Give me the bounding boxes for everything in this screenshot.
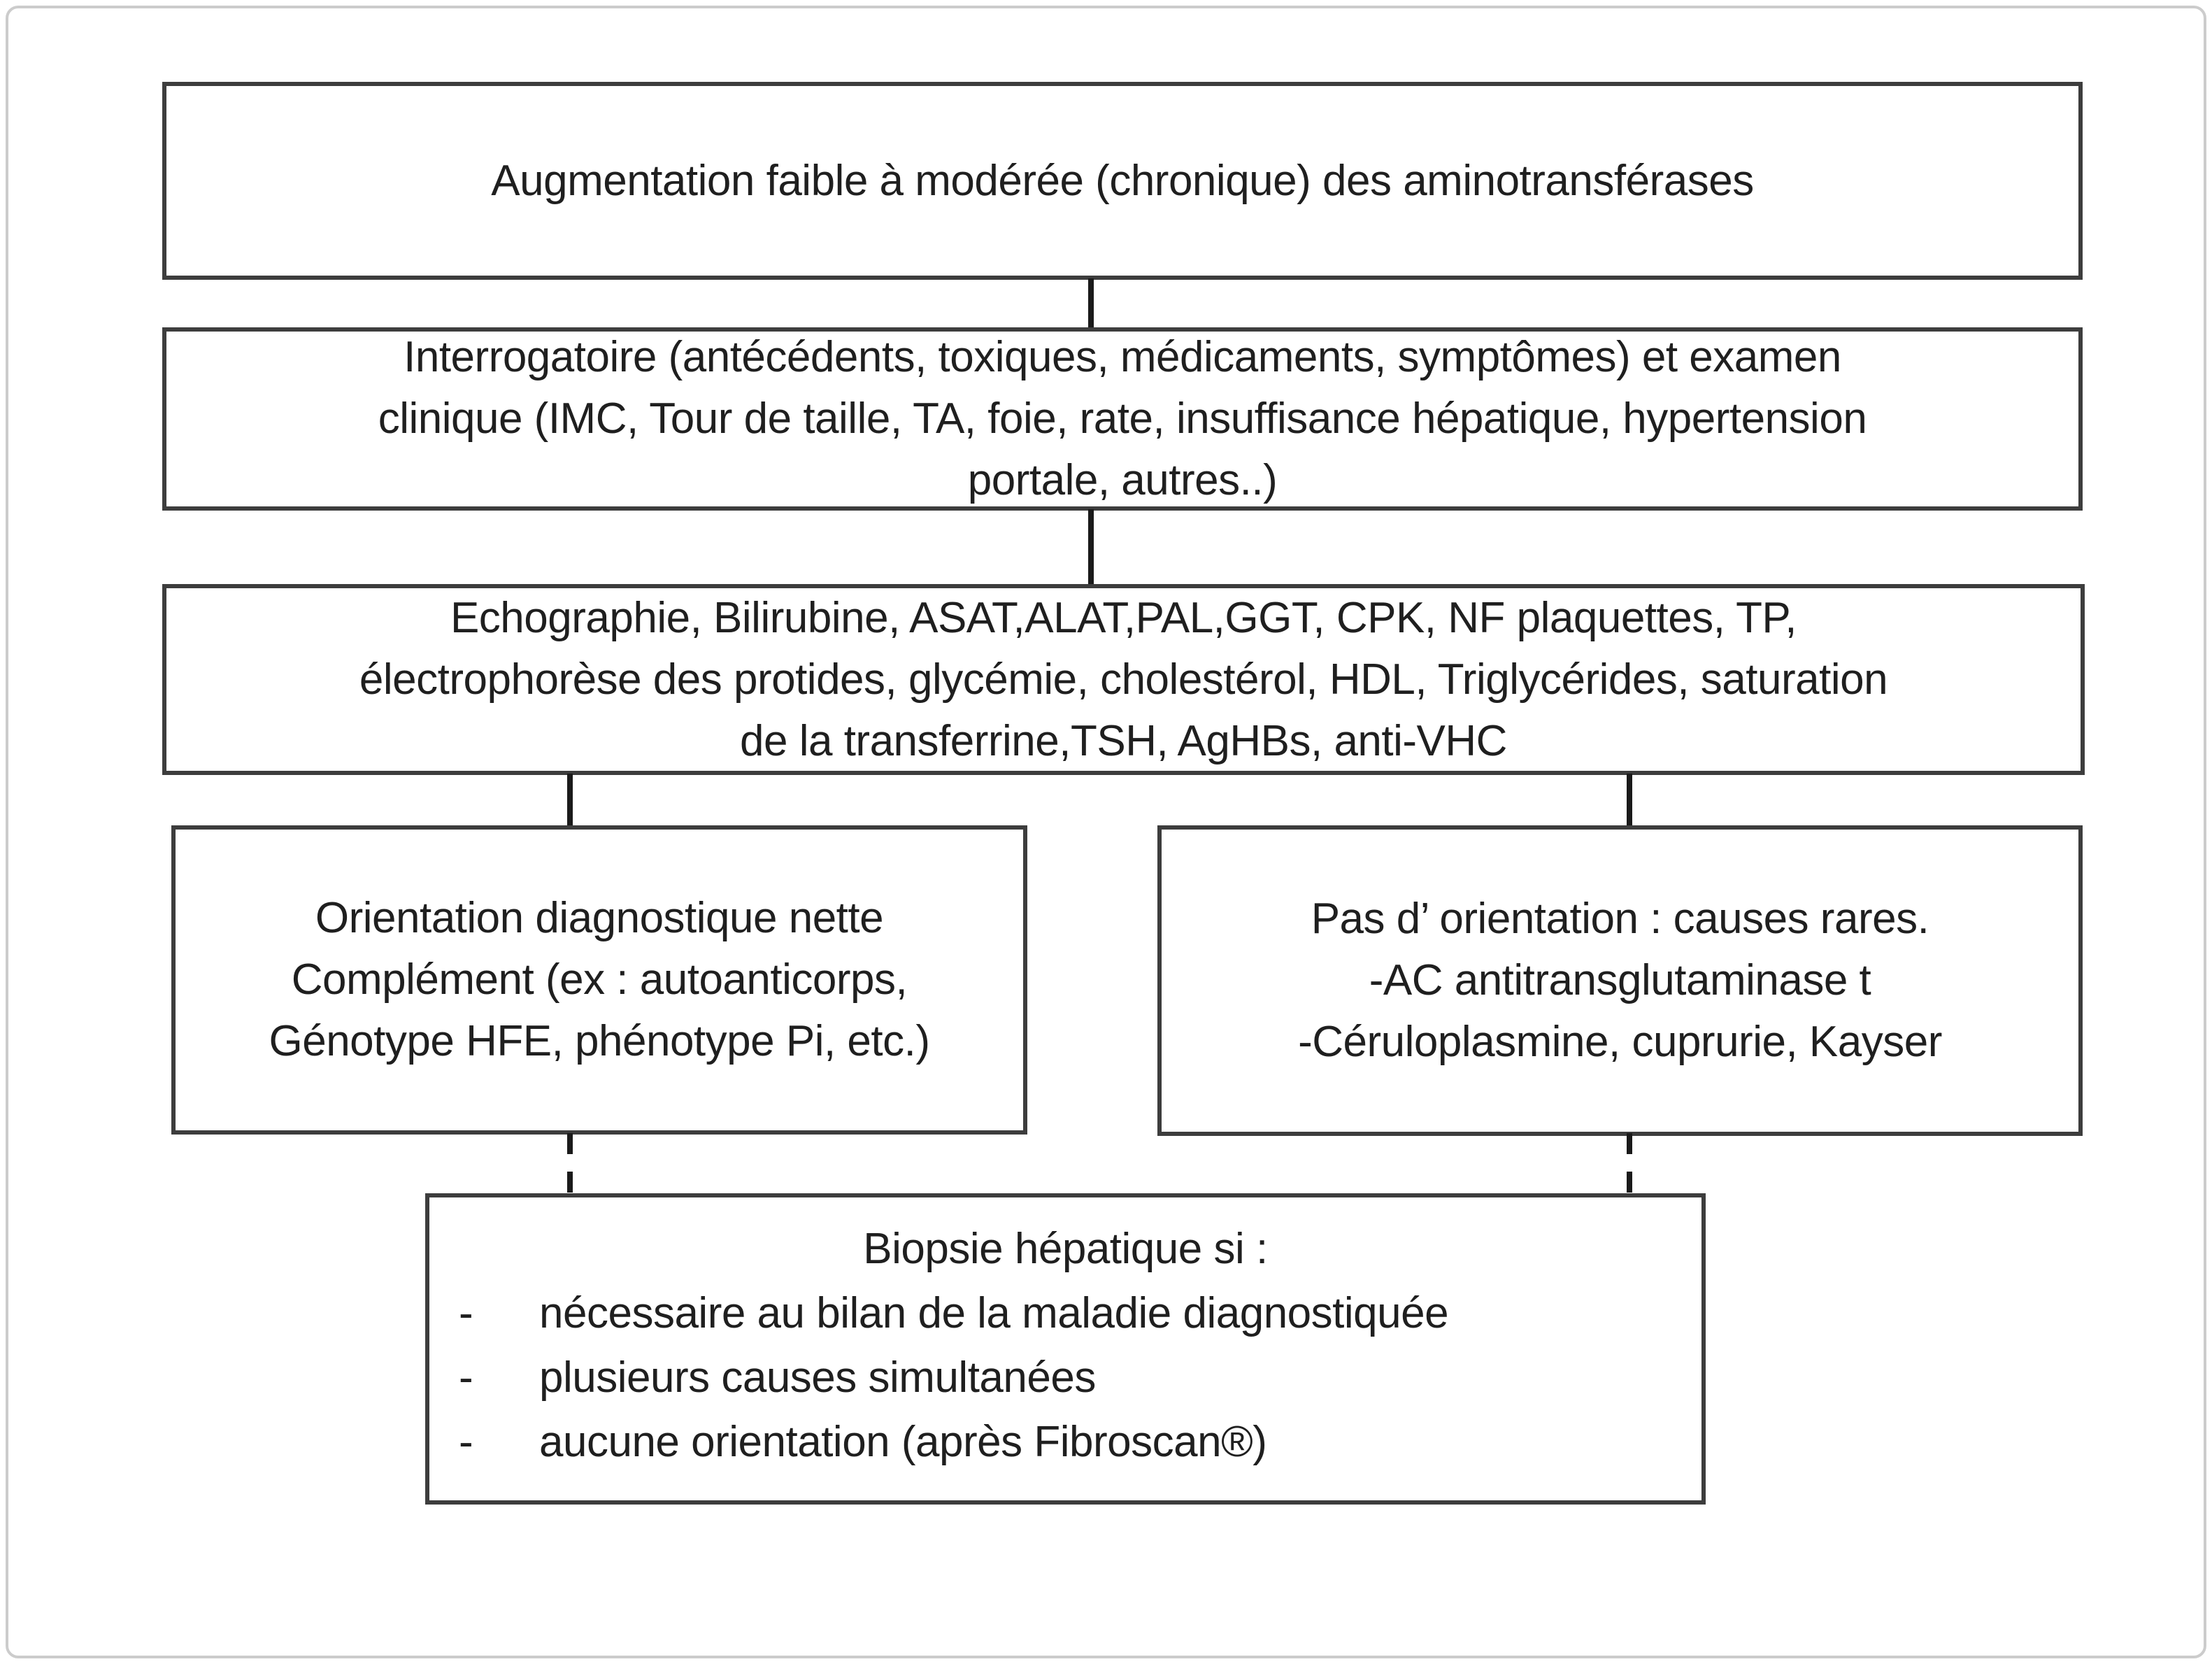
connector-dashed-box4-box6 [567, 1133, 573, 1195]
node-text-line: Interrogatoire (antécédents, toxiques, médicaments, symptômes) et examen [404, 333, 1841, 381]
bullet-dash: - [459, 1289, 473, 1337]
connector-box1-box2 [1088, 278, 1094, 329]
bullet-text: nécessaire au bilan de la maladie diagnostiquée [539, 1289, 1449, 1337]
node-text-line: électrophorèse des protides, glycémie, cholestérol, HDL, Triglycérides, saturation [359, 655, 1888, 704]
node-text-line: Augmentation faible à modérée (chronique) des aminotransférases [491, 156, 1754, 205]
node-text-line: -AC antitransglutaminase t [1369, 956, 1871, 1004]
node-text-line: Orientation diagnostique nette [315, 894, 884, 942]
node-pas-orientation-causes-rares [1157, 825, 2083, 1136]
connector-dashed-box5-box6 [1627, 1133, 1632, 1195]
bullet-text: aucune orientation (après Fibroscan®) [539, 1418, 1267, 1466]
bullet-item [429, 1346, 1701, 1410]
bullet-text: plusieurs causes simultanées [539, 1353, 1096, 1402]
node-text-line: Complément (ex : autoanticorps, [291, 955, 908, 1004]
node-text-line: Echographie, Bilirubine, ASAT,ALAT,PAL,GGT, CPK, NF plaquettes, TP, [450, 593, 1797, 642]
node-title: Biopsie hépatique si : [863, 1225, 1268, 1273]
node-text-line: -Céruloplasmine, cuprurie, Kayser [1298, 1018, 1942, 1066]
node-text-line: de la transferrine,TSH, AgHBs, anti-VHC [740, 716, 1507, 765]
node-text-line: Génotype HFE, phénotype Pi, etc.) [269, 1017, 930, 1065]
bullet-item [429, 1410, 1701, 1474]
node-aminotransferases-elevation [162, 82, 2083, 280]
connector-box2-box3 [1088, 509, 1094, 585]
node-orientation-diagnostique-nette [171, 825, 1027, 1135]
connector-box3-box4 [567, 774, 573, 827]
node-text-line: clinique (IMC, Tour de taille, TA, foie, rate, insuffisance hépatique, hypertension [378, 394, 1867, 443]
node-interrogatoire-examen-clinique [162, 327, 2083, 511]
node-biopsie-hepatique [425, 1193, 1706, 1505]
node-text-line: Pas d’ orientation : causes rares. [1311, 895, 1929, 943]
node-bilan-biologique-initial [162, 584, 2085, 775]
node-text-line: portale, autres..) [967, 456, 1278, 504]
connector-box3-box5 [1627, 774, 1632, 827]
bullet-item [429, 1281, 1701, 1346]
bullet-dash: - [459, 1418, 473, 1466]
bullet-dash: - [459, 1353, 473, 1402]
